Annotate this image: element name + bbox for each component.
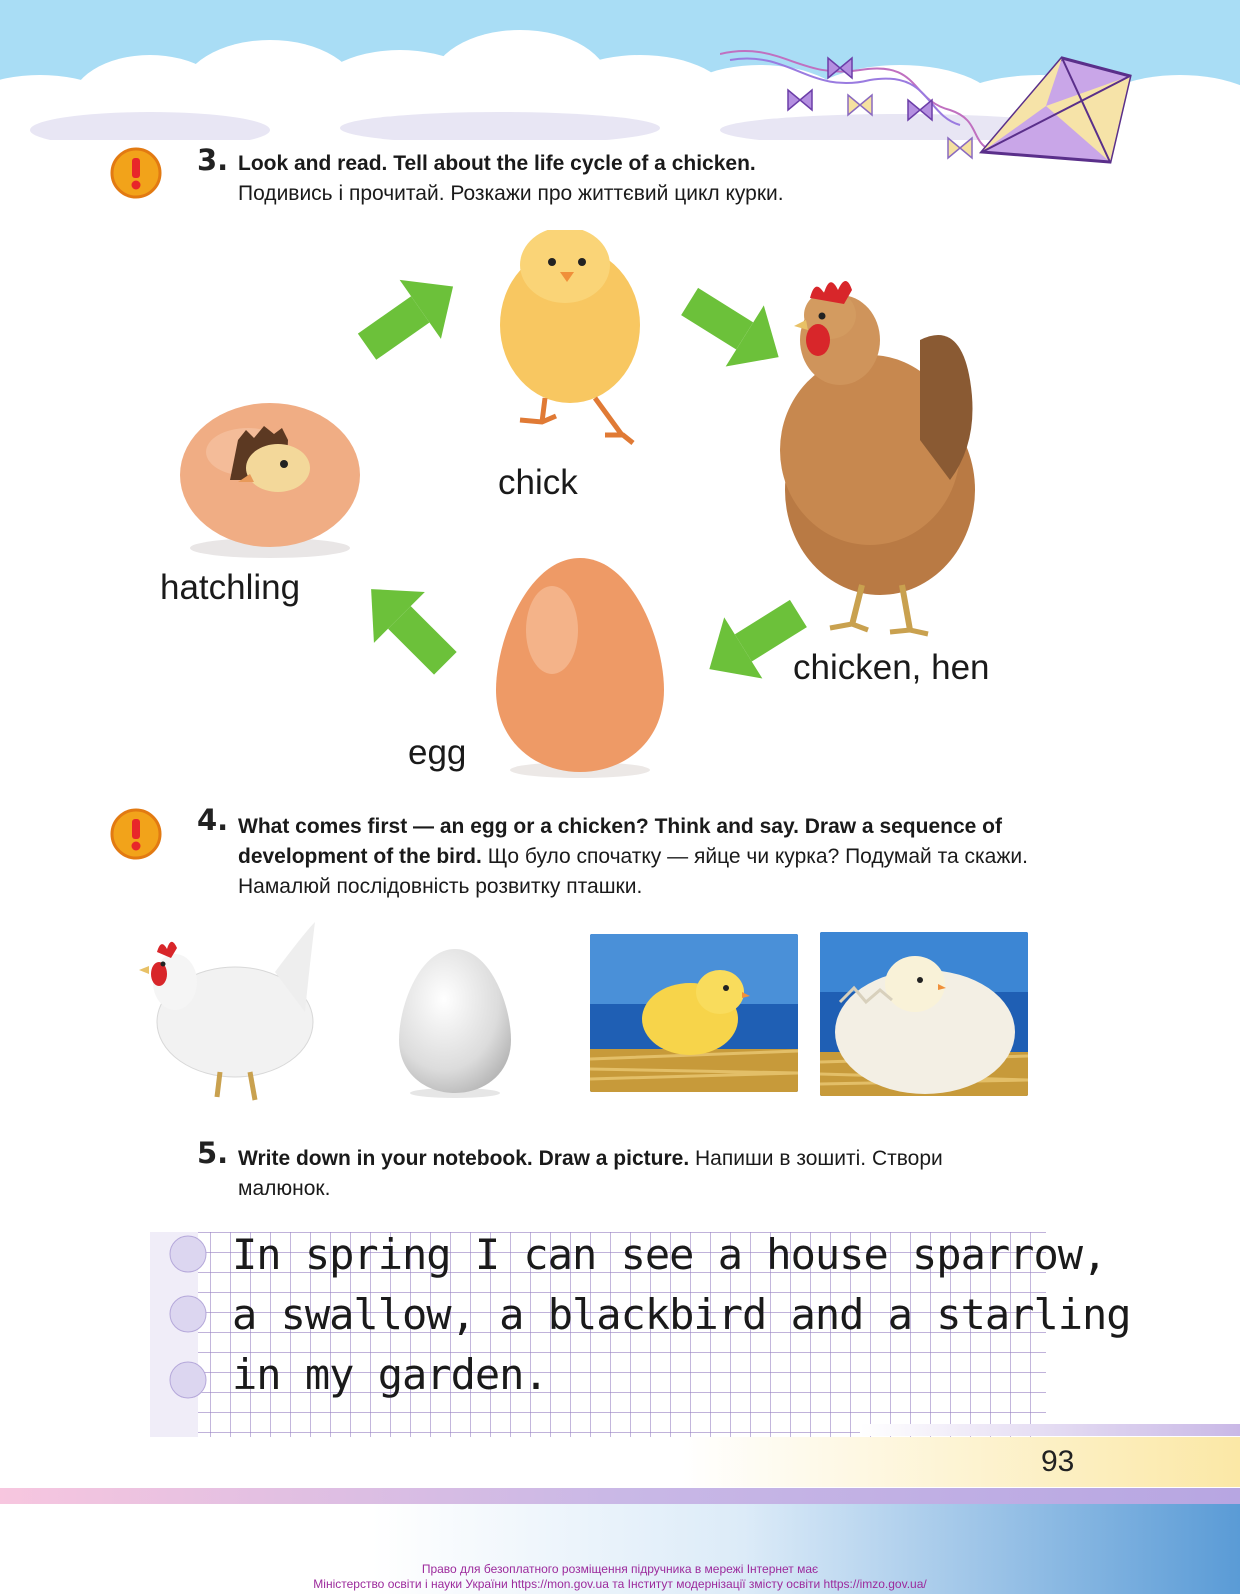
chick-image	[500, 230, 640, 443]
arrow-up-right	[346, 257, 473, 376]
task-3-title-ua: Подивись і прочитай. Розкажи про життєвий цикл курки.	[238, 182, 784, 205]
notebook-line-3: in my garden.	[232, 1350, 548, 1399]
notebook-line-1: In spring I can see a house sparrow,	[232, 1230, 1107, 1279]
arrow-down-right	[671, 271, 798, 388]
label-hen: chicken, hen	[793, 648, 990, 687]
white-egg-image	[395, 945, 515, 1100]
color-band	[0, 1488, 1240, 1504]
task-5-title-ua: Напиши в зошиті. Створи малюнок.	[238, 1147, 943, 1200]
chick-in-egg-photo	[820, 932, 1028, 1096]
egg-image	[496, 558, 664, 778]
arrow-up-left	[346, 564, 471, 689]
hen-image	[780, 281, 975, 634]
task-3-title-en: Look and read. Tell about the life cycle of a chicken.	[238, 152, 756, 175]
footer-line-1: Право для безоплатного розміщення підручника в мережі Інтернет має	[421, 1562, 819, 1576]
life-cycle-diagram	[150, 230, 1050, 790]
task-3-number: 3.	[197, 143, 229, 177]
task-5-text	[238, 1144, 1030, 1204]
label-egg: egg	[408, 733, 467, 772]
footer-line-2: Міністерство освіти і науки України https://mon.gov.ua та Інститут модернізації змісту освіти https://imzo.gov.ua/	[313, 1577, 927, 1591]
exclamation-icon	[110, 147, 162, 199]
top-band	[860, 1424, 1240, 1436]
hatchling-image	[180, 403, 360, 558]
chick-on-straw-photo	[590, 934, 798, 1092]
task-4-number: 4.	[197, 803, 229, 837]
task-4-title-ua: Що було спочатку — яйце чи курка? Подумай та скажи. Намалюй послідовність розвитку пташки.	[238, 845, 1028, 898]
page-number: 93	[1041, 1445, 1075, 1478]
label-chick: chick	[498, 463, 578, 502]
task-5-title-en: Write down in your notebook. Draw a picture.	[238, 1147, 690, 1170]
exclamation-icon	[110, 808, 162, 860]
task-4-text	[238, 812, 1030, 902]
notebook-line-2: a swallow, a blackbird and a starling	[232, 1290, 1131, 1339]
label-hatchling: hatchling	[160, 568, 301, 607]
task-4-title-en: What comes first — an egg or a chicken? Think and say. Draw a sequence of development of the bird.	[238, 815, 1002, 868]
white-hen-image	[135, 912, 325, 1108]
task-5-number: 5.	[197, 1136, 229, 1170]
